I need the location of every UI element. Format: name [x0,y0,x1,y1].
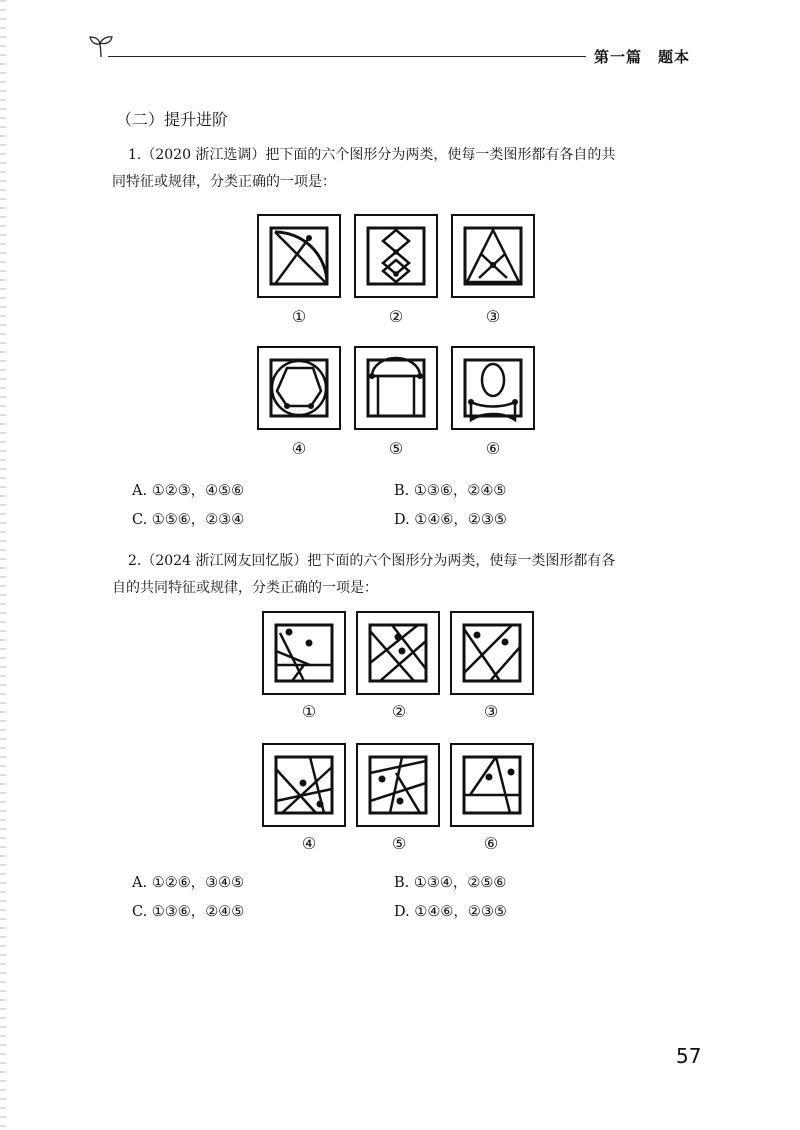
q2-label-3: ③ [483,702,499,721]
q1-option-a[interactable]: A. ①②③，④⑤⑥ [132,483,245,499]
q1-label-1: ① [291,307,307,326]
header-title: 第一篇 题本 [594,48,691,66]
page-edge-binding [0,0,6,1130]
question-2-line-1: 2.（2024 浙江网友回忆版）把下面的六个图形分为两类，使每一类图形都有各 [128,553,616,569]
q2-figure-4 [262,743,346,827]
q1-option-c[interactable]: C. ①⑤⑥，②③④ [132,512,245,528]
q2-label-4: ④ [301,834,317,853]
q1-figure-5 [354,346,438,430]
q2-figure-6 [450,743,534,827]
q1-label-2: ② [388,307,404,326]
q1-label-6: ⑥ [485,439,501,458]
q2-option-c[interactable]: C. ①③⑥，②④⑤ [132,904,245,920]
section-title: （二）提升进阶 [116,110,229,129]
question-2-text [112,548,698,602]
q1-figure-4 [257,346,341,430]
q1-figure-3 [451,214,535,298]
q2-figure-5 [356,743,440,827]
q1-label-5: ⑤ [388,439,404,458]
question-1-line-2: 同特征或规律，分类正确的一项是： [112,174,336,190]
q2-option-b[interactable]: B. ①③④，②⑤⑥ [394,875,507,891]
q2-label-2: ② [391,702,407,721]
sprout-icon [88,34,114,58]
q2-figure-2 [356,611,440,695]
q2-option-d[interactable]: D. ①④⑥，②③⑤ [394,904,507,920]
q2-figure-1 [262,611,346,695]
question-1-text [112,142,698,196]
q2-label-6: ⑥ [483,834,499,853]
question-2-line-2: 自的共同特征或规律，分类正确的一项是： [112,580,378,596]
q2-option-a[interactable]: A. ①②⑥，③④⑤ [132,875,245,891]
q1-option-b[interactable]: B. ①③⑥，②④⑤ [394,483,507,499]
q1-label-3: ③ [485,307,501,326]
q1-option-d[interactable]: D. ①④⑥，②③⑤ [394,512,507,528]
q2-label-5: ⑤ [391,834,407,853]
q2-figure-3 [450,611,534,695]
q1-figure-6 [451,346,535,430]
q1-figure-1 [257,214,341,298]
q2-label-1: ① [301,702,317,721]
q1-label-4: ④ [291,439,307,458]
header-rule [108,56,586,57]
page-number: 57 [676,1044,702,1068]
q1-figure-2 [354,214,438,298]
question-1-line-1: 1.（2020 浙江选调）把下面的六个图形分为两类，使每一类图形都有各自的共 [128,147,616,163]
